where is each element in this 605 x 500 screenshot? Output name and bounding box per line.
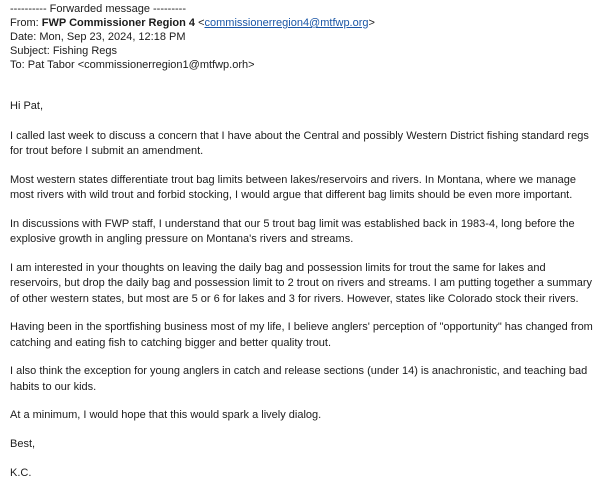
email-open-bracket: < (198, 17, 205, 29)
date-line (10, 30, 595, 44)
subject-line (10, 44, 595, 58)
closing: Best, (10, 437, 36, 450)
sender-name: FWP Commissioner Region 4 (41, 17, 196, 29)
subject-label: Subject: (10, 45, 50, 57)
email-header (10, 3, 595, 72)
forwarded-message-banner: ---------- Forwarded message --------- (10, 3, 186, 15)
date-value: Mon, Sep 23, 2024, 12:18 PM (39, 31, 186, 43)
from-line (10, 16, 595, 30)
email-close-bracket: > (368, 17, 375, 29)
sender-email-link[interactable]: commissionerregion4@mtfwp.org (204, 17, 369, 29)
body-paragraph: In discussions with FWP staff, I understand that our 5 trout bag limit was established back in 1983-4, long before the explosive growth in angling pressure on Montana's rivers and streams. (10, 217, 575, 245)
date-label: Date: (10, 31, 37, 43)
body-paragraph: Most western states differentiate trout bag limits between lakes/reservoirs and rivers. In Montana, where we manage most rivers with wild trout and forbid stocking, I would argue that different bag limits should be even more important. (10, 173, 576, 201)
body-paragraph: I am interested in your thoughts on leaving the daily bag and possession limits for trout the same for lakes and reservoirs, but drop the daily bag and possession limit to 2 trout on rivers and streams. I am putting together a summary of other western states, but most are 5 or 6 for lakes and 3 for rivers. However, states like Colorado stock their rivers. (10, 261, 593, 305)
to-value: Pat Tabor <commissionerregion1@mtfwp.orh> (27, 59, 255, 71)
signature: K.C. (10, 467, 32, 479)
to-label: To: (10, 59, 25, 71)
to-line (10, 58, 595, 72)
body-paragraph: I also think the exception for young anglers in catch and release sections (under 14) is anachronistic, and teaching bad habits to our kids. (10, 365, 588, 393)
email-body (10, 99, 595, 482)
body-paragraph: I called last week to discuss a concern that I have about the Central and possibly Western District fishing standard regs for trout before I submit an amendment. (10, 129, 589, 157)
greeting: Hi Pat, (10, 100, 44, 112)
body-paragraph: Having been in the sportfishing business most of my life, I believe anglers' perception of "opportunity" has changed from catching and eating fish to catching bigger and better quality trout. (10, 321, 593, 349)
body-paragraph: At a minimum, I would hope that this would spark a lively dialog. (10, 409, 322, 421)
from-label: From: (10, 17, 39, 29)
subject-value: Fishing Regs (52, 45, 118, 57)
